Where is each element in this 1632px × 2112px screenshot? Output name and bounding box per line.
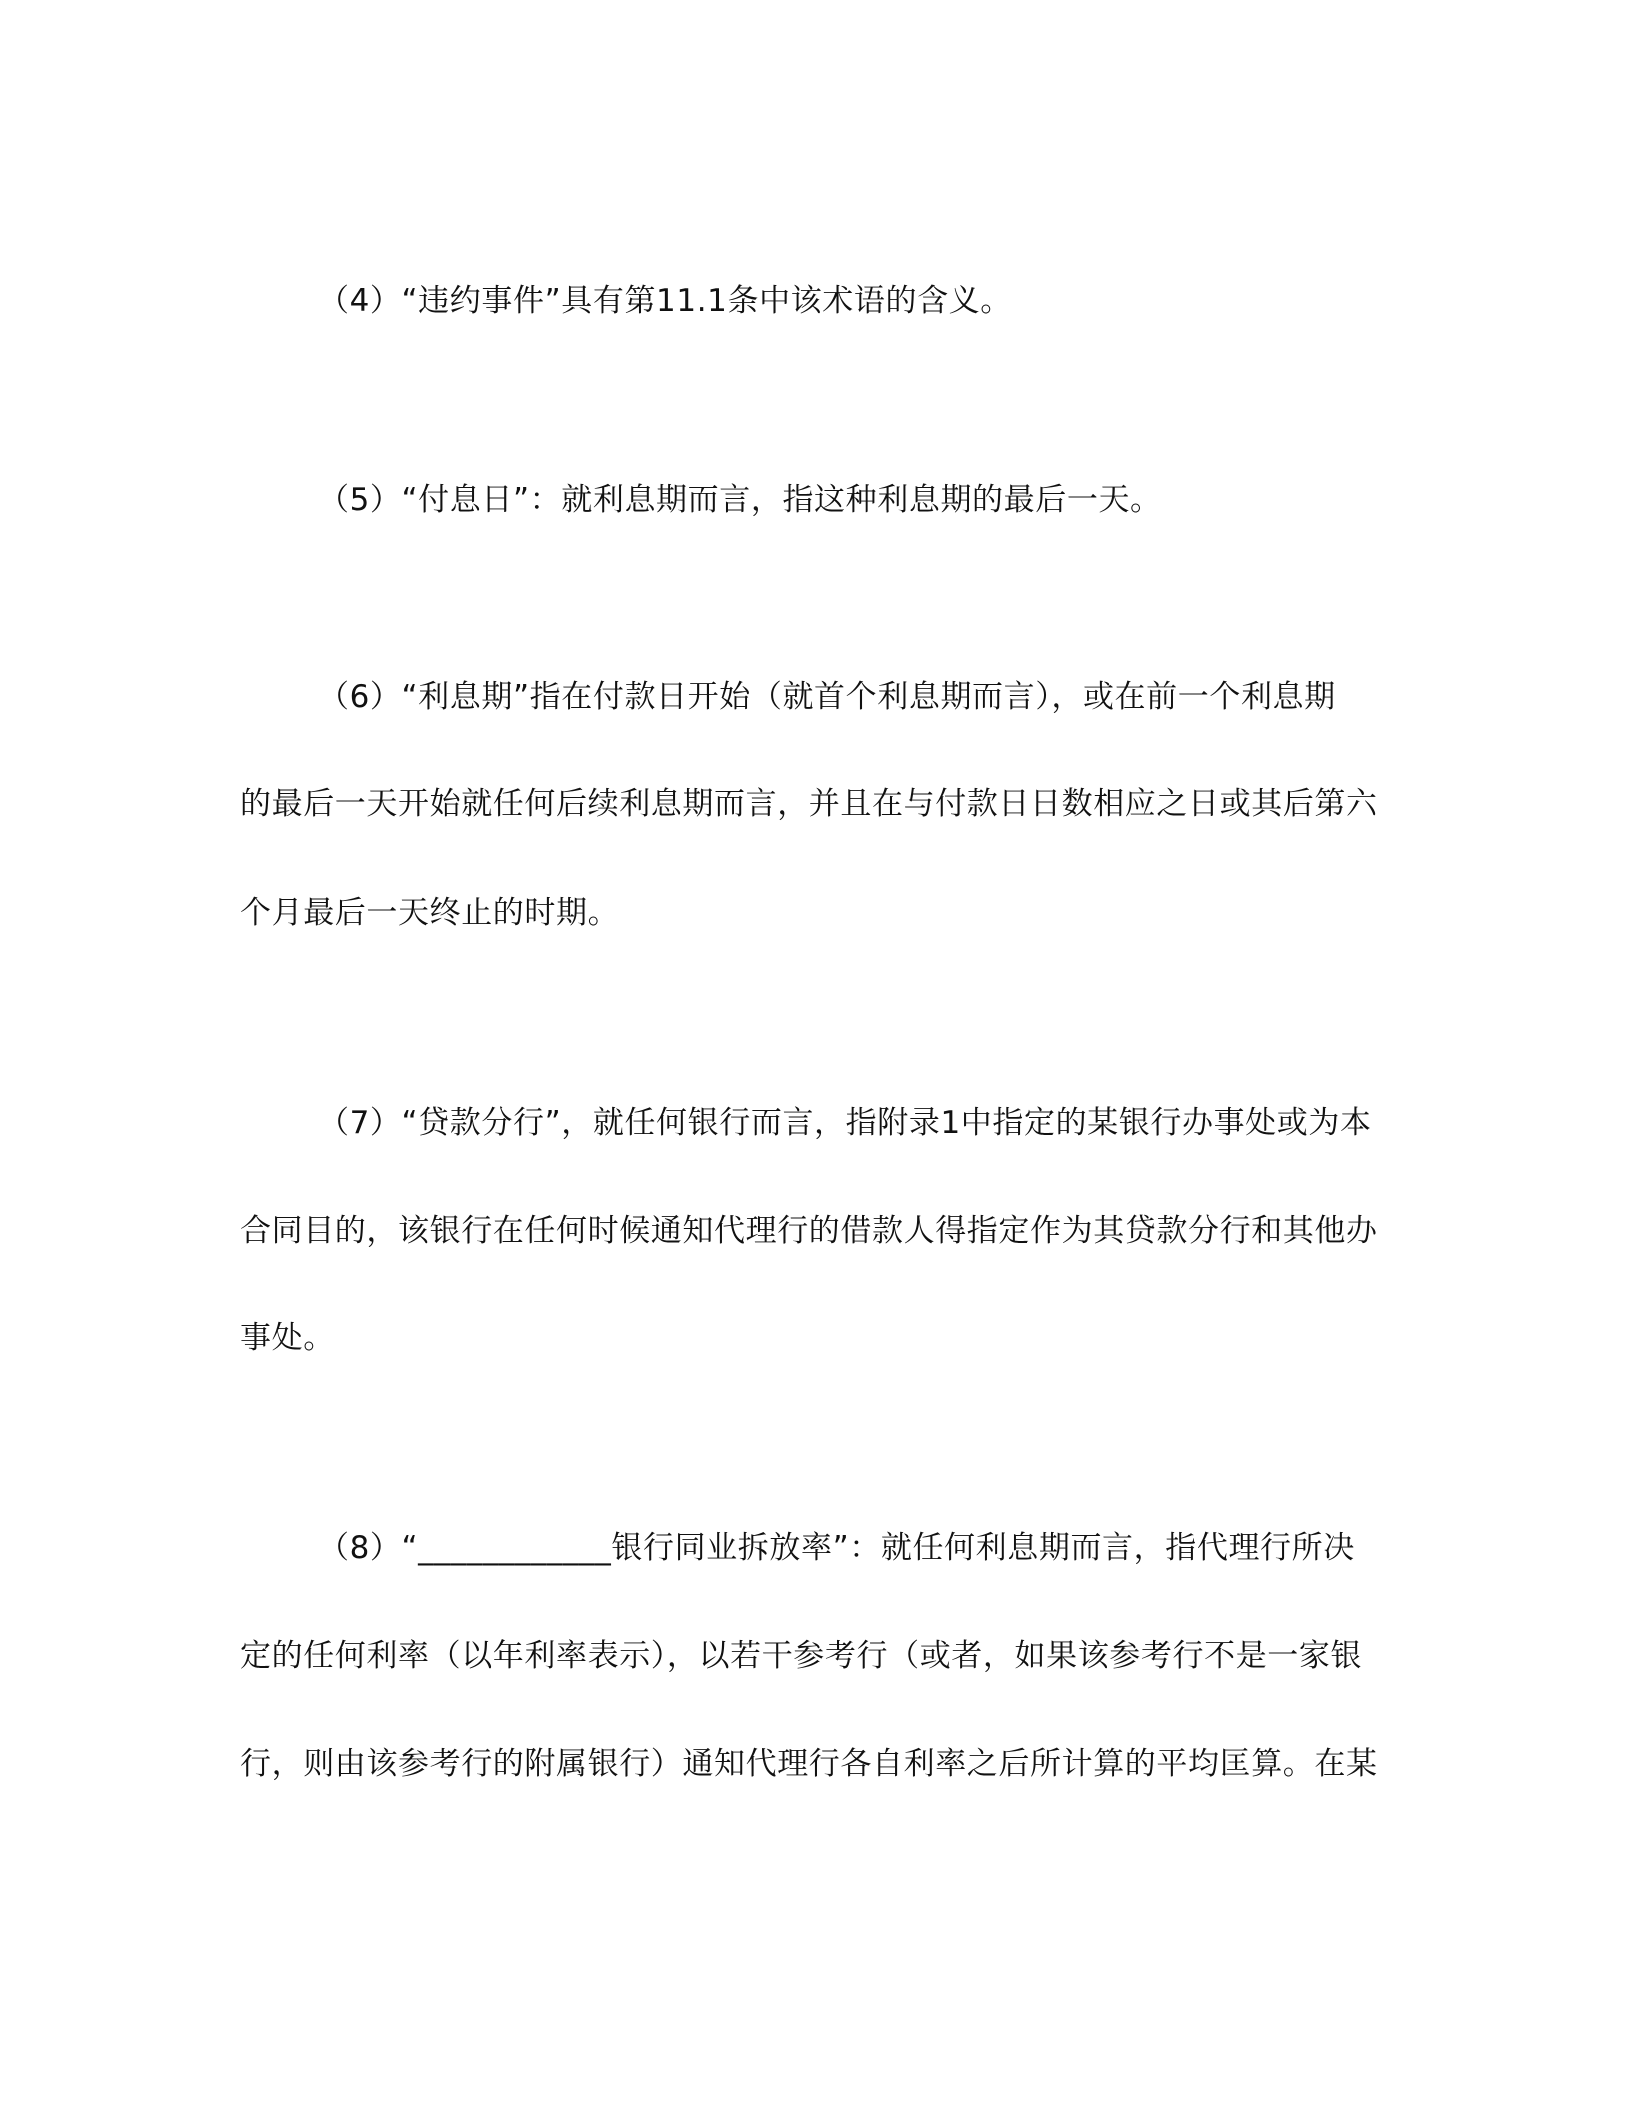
clause-4-line-1: （4）“违约事件”具有第11.1条中该术语的含义。 bbox=[318, 283, 1012, 319]
clause-8-line-2: 定的任何利率（以年利率表示），以若干参考行（或者，如果该参考行不是一家银 bbox=[240, 1638, 1363, 1674]
clause-7-line-1: （7）“贷款分行”，就任何银行而言，指附录1中指定的某银行办事处或为本 bbox=[318, 1105, 1372, 1141]
clause-7-line-2: 合同目的，该银行在任何时候通知代理行的借款人得指定作为其贷款分行和其他办 bbox=[240, 1213, 1378, 1249]
clause-8-line-1: （8）“____________银行同业拆放率”：就任何利息期而言，指代理行所决 bbox=[318, 1530, 1355, 1566]
clause-6-line-1: （6）“利息期”指在付款日开始（就首个利息期而言），或在前一个利息期 bbox=[318, 679, 1336, 715]
clause-7-line-3: 事处。 bbox=[240, 1320, 335, 1356]
clause-5-line-1: （5）“付息日”：就利息期而言，指这种利息期的最后一天。 bbox=[318, 482, 1162, 518]
clause-6-line-2: 的最后一天开始就任何后续利息期而言，并且在与付款日日数相应之日或其后第六 bbox=[240, 786, 1378, 822]
clause-8-line-3: 行，则由该参考行的附属银行）通知代理行各自利率之后所计算的平均匡算。在某 bbox=[240, 1746, 1378, 1782]
clause-6-line-3: 个月最后一天终止的时期。 bbox=[240, 895, 620, 931]
